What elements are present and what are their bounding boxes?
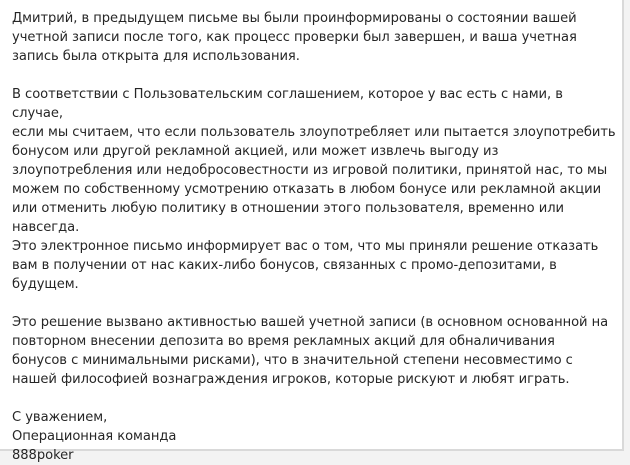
signature-closing: С уважением,	[12, 410, 108, 425]
email-body	[12, 9, 616, 465]
email-paragraph-bonus-refusal: Это электронное письмо информирует вас о том, что мы приняли решение отказать вам в получении от нас каких-либо бонусов, связанных с промо-депозитами, в будущем.	[12, 239, 599, 292]
email-paragraph-user-agreement: В соответствии с Пользовательским соглашением, которое у вас есть с нами, в случае, если мы считаем, что если пользователь злоупотребляет или пытается злоупотребить бонусом или другой рекламной акцией, или может извлечь выгоду из злоупотребления или недобросовестности из игровой политики, принятой нас, то мы можем по собственному усмотрению отказать в любом бонусе или рекламной акции или отменить любую политику в отношении этого пользователя, временно или навсегда.	[12, 87, 616, 235]
email-paragraph-account-status: Дмитрий, в предыдущем письме вы были проинформированы о состоянии вашей учетной записи после того, как процесс проверки был завершен, и ваша учетная запись была открыта для использования.	[12, 11, 577, 64]
signature-company: 888poker	[12, 448, 74, 463]
email-paragraph-reason: Это решение вызвано активностью вашей учетной записи (в основном основанной на повторном внесении депозита во время рекламных акций для обналичивания бонусов с минимальными рисками), что в значительной степени несовместимо с нашей философией вознаграждения игроков, которые рискуют и любят играть.	[12, 315, 609, 387]
email-signature	[12, 408, 616, 465]
signature-team: Операционная команда	[12, 429, 177, 444]
